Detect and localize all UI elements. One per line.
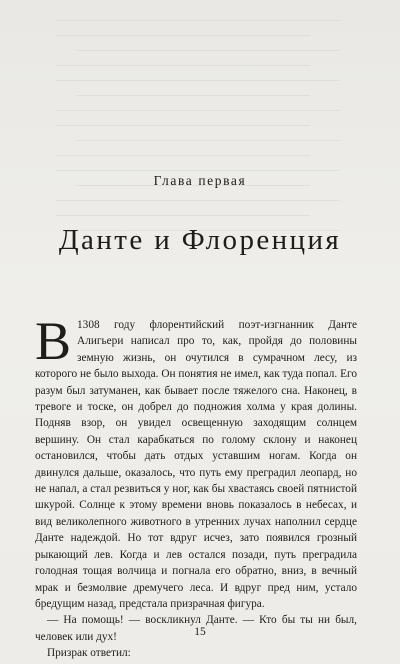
paragraph-3: Призрак ответил:: [47, 647, 131, 660]
paragraph-1-text: 1308 году флорентийский поэт-изгнанник Данте Алигьери написал про то, как, пройдя до половины земную жизнь, он очутился в сумрачном лесу, из которого не было выхода. Он понятия не имел, как туда попал. Его разум был затуманен, как бывает после тяжелого сна. Наконец, в тревоге и тоске, он добрел до подножия холма у края долины. Подняв взор, он увидел освещенную заходящим солнцем вершину. Он стал карабкаться по голому склону и наконец остановился, чтобы дать отдых уставшим ногам. Когда он двинулся дальше, оказалось, что путь ему преградил леопард, но не напал, а стал резвиться у ног, как бы хвастаясь своей пятнистой шкурой. Солнце к этому времени вновь показалось в небесах, и вид великолепного животного в утренних лучах наполнил сердце Данте надеждой. Но тот вдруг исчез, зато появился грозный рыкающий лев. Когда и лев остался позади, путь преградила голодная тощая волчица и погнала его обратно, вниз, в вечный мрак и безмолвие дремучего леса. И вдруг пред ним, устало бредущим назад, предстала призрачная фигура.: [35, 319, 357, 610]
page-number: 15: [194, 626, 206, 638]
chapter-title: Данте и Флоренция: [58, 224, 342, 256]
body-text: [35, 311, 357, 662]
drop-cap: В: [35, 311, 72, 371]
paragraph-2: — На помощь! — воскликнул Данте. — Кто бы ты ни был, человек или дух!: [35, 614, 357, 643]
paragraph-1: [35, 311, 357, 612]
chapter-label: Глава первая: [153, 173, 247, 188]
